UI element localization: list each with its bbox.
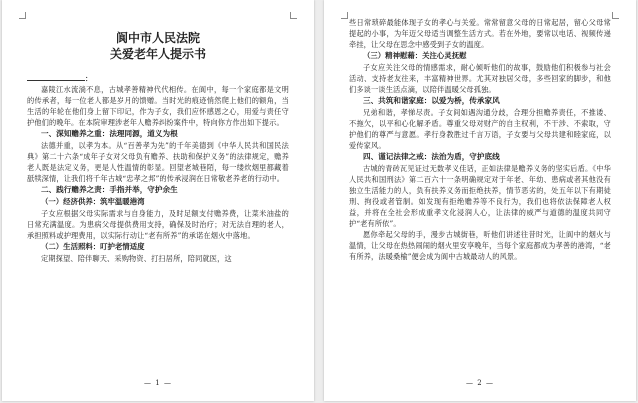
paragraph-closing: 愿你牵起父母的手，漫步古城街巷，听他们讲述往昔时光，让阆中的烟火与温情，让父母在热热闹闹的烟火里安享晚年，当每个家庭都成为孝善的港湾，“老有所养，法暖桑榆”便会成为阆中古城最动人的风景。 — [349, 230, 611, 261]
paragraph-daily-care: 定期探望、陪伴聊天、采购物资、打扫居所，陪同就医，这 — [41, 254, 232, 263]
heading-section-1: 一、深知赡养之重：法理同源，道义为根 — [41, 129, 178, 138]
paragraph-section-3: 兄弟和谐，孝悌尽责。子女间如遇沟通分歧，合理分担赡养责任，不推诿、不拖欠，以平和心化解矛盾。尊重父母对财产的自主权利，不干涉、不索取，守护他们的尊严与意愿。孝行身教胜过千言万语，子女要与父母共建和睦家庭，以爱传家风。 — [349, 108, 611, 150]
salutation — [27, 72, 289, 84]
crop-mark-top-left — [341, 12, 348, 19]
salutation-colon: ： — [85, 74, 93, 83]
heading-section-2: 二、践行赡养之责：手指并举，守护余生 — [41, 185, 178, 194]
subheading-economic-support: （一）经济供养：筑牢温暖港湾 — [41, 197, 145, 206]
page-number-1 — [2, 379, 314, 387]
subheading-spiritual-comfort: （三）精神慰藉：关注心灵抚慰 — [363, 51, 467, 60]
page-2-content — [349, 17, 611, 262]
document-page-2 — [324, 0, 636, 401]
page-number-2 — [324, 379, 636, 387]
document-title-notice: 关爱老年人提示书 — [109, 47, 206, 61]
recipient-blank — [27, 72, 85, 81]
paragraph-section-4: 古城的青砖瓦见证过无数孝义佳话，正如法律是赡养义务的坚实后盾。《中华人民共和国刑法》第二百六十一条明确规定对于年老、年幼、患病或者其他没有独立生活能力的人，负有扶养义务而拒绝扶养，情节恶劣的，处五年以下有期徒刑、拘役或者管制。如发现有拒绝赡养等不良行为，我们也将依法保障老人权益，并将在全社会形成重孝文化浸润人心，让法律的威严与道德的温度共同守护“老有所依”。 — [349, 164, 611, 228]
document-title-court: 阆中市人民法院 — [115, 31, 200, 45]
crop-mark-top-right — [290, 12, 297, 19]
paragraph-daily-care-continued: 些日常琐碎最能体现子女的孝心与关爱。常常留意父母的日常起居，留心父母常提起的小事，为年迈父母适当调整生活方式。若在外地，要常以电话、视频传递牵挂，让父母在思念中感受到子女的温度。 — [349, 18, 611, 49]
page-1-content — [27, 30, 289, 264]
crop-mark-top-left — [19, 12, 26, 19]
heading-section-3: 三、共筑和谐家庭：以爱为桥，传承家风 — [363, 96, 500, 105]
page-number-1-text: — 1 — — [144, 379, 172, 387]
paragraph-intro: 嘉陵江水流淌不息，古城孝善精神代代相传。在阆中，每一个家庭都是文明的传承者，每一位老人都是岁月的馈赠。当时光的痕迹悄然爬上他们的额角，当生活的年轮在他们身上留下印记，作为子女，我们应怀感恩之心，用爱与责任守护他们的晚年。在本院审理涉老年人赡养纠纷案件中，特向你方作出如下提示。 — [27, 85, 289, 127]
heading-section-4: 四、谨记法律之戒：法治为盾，守护底线 — [363, 152, 500, 161]
paragraph-spiritual-comfort: 子女应关注父母的情感需求，耐心倾听他们的故事，鼓励他们积极参与社会活动、支持老友往来，丰富精神世界。尤其对独居父母，多些回家的脚步，和他们多谈一谈生活点滴，以陪伴温暖父母孤独。 — [349, 63, 611, 94]
paragraph-section-1: 法德并重，以孝为本。从“百善孝为先”的千年美德到《中华人民共和国民法典》第二十六条“成年子女对父母负有赡养、扶助和保护义务”的法律规定，赡养老人既是法定义务，更是人性温情的彰显。回望老城巷陌，每一缕炊烟里都藏着舐犊深情，让我们将千年古城“忠孝之邦”的传承浸润在日常敬老养老的行动中。 — [27, 141, 289, 183]
subheading-daily-care: （二）生活照料：叮护老情适度 — [41, 242, 145, 251]
page-number-2-text: — 2 — — [466, 379, 494, 387]
paragraph-economic-support: 子女应根据父母实际需求与自身能力，及时足额支付赡养费，让菜米油盐的日常充满温度。为患病父母提供费用支持，确保及时治疗；对无法自理的老人，承担照料或护理费用，以实际行动让“老有所养”的承诺在烟火中落地。 — [27, 209, 289, 240]
crop-mark-top-right — [612, 12, 619, 19]
document-page-1 — [2, 0, 314, 401]
